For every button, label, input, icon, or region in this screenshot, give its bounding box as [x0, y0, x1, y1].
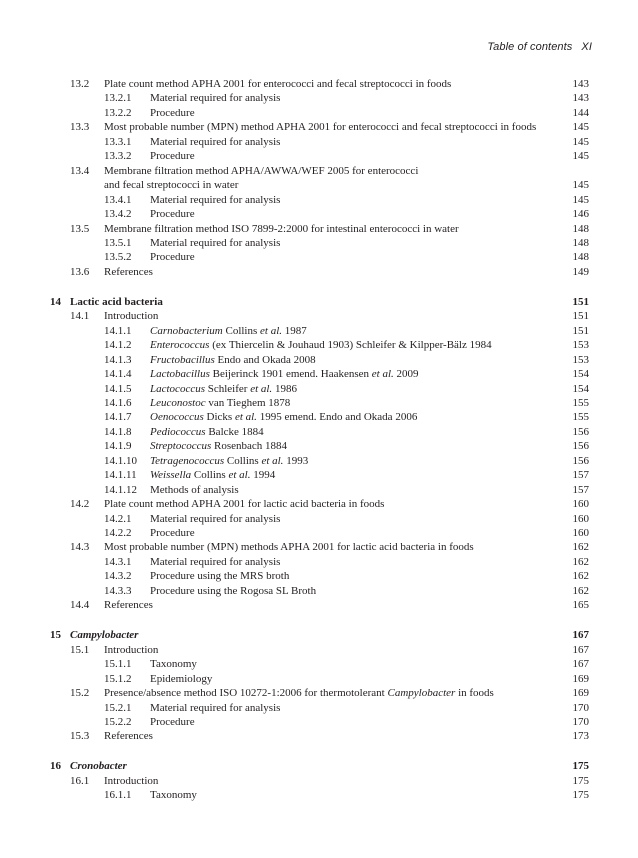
toc-entry[interactable] [0, 120, 638, 134]
toc-entry-title [150, 569, 289, 583]
toc-entry[interactable] [0, 729, 638, 743]
toc-entry-number: 14.3 [70, 541, 90, 554]
toc-entry-title-part: Methods of analysis [150, 483, 239, 496]
toc-entry-number: 16.1 [70, 774, 90, 787]
toc-entry-title-part: Introduction [104, 643, 159, 656]
toc-entry-title-italic: Tetragenococcus [150, 454, 225, 467]
toc-entry-number: 16 [50, 760, 61, 773]
toc-entry-title-italic: Enterococcus [150, 339, 210, 352]
toc-entry[interactable] [0, 396, 638, 410]
toc-entry-title-part: Material required for analysis [150, 236, 281, 249]
toc-entry-number: 15.1.2 [104, 672, 132, 685]
toc-entry-number: 14.2.1 [104, 512, 132, 525]
toc-entry-page-number: 144 [572, 106, 589, 119]
toc-entry-title-part: Material required for analysis [150, 135, 281, 148]
toc-entry-number: 13.5 [70, 222, 90, 235]
toc-entry-title [104, 686, 494, 700]
toc-entry-title [150, 657, 197, 671]
toc-entry-title-italic: et al. [228, 469, 251, 482]
toc-entry[interactable] [0, 715, 638, 729]
toc-entry-page-number: 170 [572, 701, 589, 714]
toc-entry-title-italic: Fructobacillus [150, 353, 215, 366]
toc-entry-number: 15.1.1 [104, 658, 132, 671]
toc-entry-page-number: 157 [572, 483, 589, 496]
toc-entry-title [150, 236, 280, 250]
toc-entry-number: 14.2 [70, 498, 90, 511]
toc-chapter-entry[interactable] [0, 759, 638, 773]
toc-entry[interactable] [0, 91, 638, 105]
toc-entry-title [150, 483, 239, 497]
toc-entry-page-number: 165 [572, 599, 589, 612]
toc-entry-title [150, 555, 280, 569]
toc-entry-title-part: References [104, 265, 153, 278]
toc-entry[interactable] [0, 250, 638, 264]
toc-entry-page-number: 145 [572, 121, 589, 134]
toc-entry-title-part: Procedure using the Rogosa SL Broth [150, 584, 317, 597]
toc-entry-title [150, 468, 275, 482]
toc-entry-page-number: 157 [572, 469, 589, 482]
toc-entry-title-part: References [104, 599, 153, 612]
toc-entry-title-part: Taxonomy [150, 658, 197, 671]
toc-entry[interactable] [0, 584, 638, 598]
toc-entry[interactable] [0, 483, 638, 497]
toc-entry[interactable] [0, 686, 638, 700]
toc-entry-title [104, 77, 451, 91]
toc-entry-title-part: Taxonomy [150, 789, 197, 802]
toc-entry-title-part: Material required for analysis [150, 193, 281, 206]
toc-entry-page-number: 154 [572, 382, 589, 395]
toc-chapter-entry[interactable] [0, 295, 638, 309]
toc-entry-number: 15 [50, 629, 61, 642]
toc-entry-page-number: 148 [572, 222, 589, 235]
toc-entry-title-italic: Campylobacter [70, 629, 139, 642]
toc-entry-title [150, 425, 264, 439]
toc-entry-title-part: Rosenbach 1884 [211, 440, 288, 453]
toc-entry[interactable] [0, 497, 638, 511]
toc-entry-page-number: 151 [572, 310, 589, 323]
toc-entry[interactable] [0, 164, 638, 178]
toc-entry-title [104, 729, 153, 743]
toc-entry-page-number: 156 [572, 454, 589, 467]
toc-entry[interactable] [0, 106, 638, 120]
toc-entry-title-part: (ex Thiercelin & Jouhaud 1903) Schleifer & Kilpper-Bälz 1984 [209, 339, 492, 352]
toc-entry-title-part: Balcke 1884 [205, 425, 264, 438]
toc-entry-title-part: Dicks [203, 411, 235, 424]
toc-entry-title [150, 672, 212, 686]
toc-entry-title-part: Membrane filtration method ISO 7899-2:2000 for intestinal enterococci in water [104, 222, 459, 235]
toc-entry-number: 14.3.2 [104, 570, 132, 583]
toc-entry-title-italic: Lactococcus [150, 382, 205, 395]
toc-entry-page-number: 175 [572, 789, 589, 802]
toc-entry[interactable] [0, 701, 638, 715]
toc-entry-title [150, 207, 195, 221]
toc-entry-page-number: 167 [572, 629, 589, 642]
toc-entry-title-italic: Weissella [150, 469, 192, 482]
toc-entry-page-number: 145 [572, 193, 589, 206]
toc-entry-title [104, 774, 158, 788]
toc-entry[interactable] [0, 512, 638, 526]
toc-entry-page-number: 148 [572, 251, 589, 264]
toc-entry-page-number: 162 [572, 584, 589, 597]
toc-entry-title [150, 396, 290, 410]
toc-entry-page-number: 151 [572, 295, 589, 308]
toc-entry-title-part: 2009 [393, 368, 419, 380]
toc-entry[interactable] [0, 643, 638, 657]
toc-entry-page-number: 146 [572, 208, 589, 221]
toc-entry-number: 14.1.1 [104, 324, 132, 337]
toc-entry-title-italic: et al. [250, 382, 273, 395]
toc-entry-number: 14.1 [70, 310, 90, 323]
toc-entry-title-italic: et al. [371, 368, 394, 380]
toc-entry-title-part: Plate count method APHA 2001 for enterococci and fecal streptococci in foods [104, 78, 452, 90]
toc-entry-page-number: 148 [572, 236, 589, 249]
toc-entry[interactable] [0, 77, 638, 91]
toc-entry-title [150, 149, 195, 163]
toc-entry-title-part: References [104, 730, 153, 743]
toc-entry[interactable] [0, 367, 638, 381]
toc-entry-number: 14.4 [70, 599, 90, 612]
toc-entry[interactable] [0, 178, 638, 192]
toc-entry[interactable] [0, 672, 638, 686]
toc-entry-page-number: 167 [572, 658, 589, 671]
toc-entry-page-number: 162 [572, 570, 589, 583]
toc-entry-page-number: 154 [572, 368, 589, 380]
toc-entry-number: 14.1.8 [104, 425, 132, 438]
toc-entry-title [70, 295, 163, 309]
toc-entry-number: 14.2.2 [104, 527, 132, 539]
toc-entry-title-part: Lactic acid bacteria [70, 295, 163, 308]
toc-entry-title [150, 250, 195, 264]
toc-entry[interactable] [0, 338, 638, 352]
toc-entry-title-part: 1986 [272, 382, 297, 395]
toc-entry-title [104, 120, 536, 134]
toc-entry-title-part: Material required for analysis [150, 701, 281, 714]
toc-entry-title [150, 410, 417, 424]
toc-entry-title-part: van Tieghem 1878 [205, 396, 291, 409]
toc-entry-number: 13.5.2 [104, 251, 132, 264]
running-head-title: Table of contents [487, 41, 573, 53]
toc-entry-page-number: 143 [572, 92, 589, 105]
toc-entry[interactable] [0, 598, 638, 612]
toc-entry-title [150, 91, 280, 105]
toc-entry-page-number: 145 [572, 179, 589, 192]
toc-entry[interactable] [0, 569, 638, 583]
toc-entry[interactable] [0, 774, 638, 788]
toc-entry-number: 13.4.2 [104, 208, 132, 221]
toc-entry-title-part: Most probable number (MPN) methods APHA 2001 for lactic acid bacteria in foods [104, 541, 474, 554]
toc-entry-title-italic: Leuconostoc [150, 396, 206, 409]
toc-entry-number: 13.6 [70, 265, 90, 278]
toc-entry-number: 14.1.7 [104, 411, 132, 424]
toc-entry-number: 13.2.1 [104, 92, 132, 105]
toc-entry-title-part: 1987 [282, 324, 307, 337]
toc-entry-number: 14.1.3 [104, 353, 132, 366]
toc-entry[interactable] [0, 454, 638, 468]
toc-entry-title-italic: Pediococcus [150, 425, 206, 438]
toc-entry[interactable] [0, 236, 638, 250]
toc-entry-title-part: Collins [222, 324, 261, 337]
toc-entry-number: 14.1.2 [104, 339, 132, 352]
toc-entry-title-part: Collins [224, 454, 262, 467]
toc-entry-title-part: in foods [455, 687, 494, 699]
toc-entry-page-number: 175 [572, 760, 589, 773]
toc-entry-title-part: Presence/absence method ISO 10272-1:2006 for thermotolerant [104, 687, 388, 699]
toc-entry-title [104, 222, 459, 236]
toc-entry-title [104, 309, 158, 323]
toc-entry-title-part: Procedure [150, 251, 195, 264]
toc-entry[interactable] [0, 439, 638, 453]
toc-entry-title-italic: et al. [234, 411, 257, 424]
toc-entry-title-italic: Cronobacter [70, 760, 127, 773]
toc-entry-number: 13.4 [70, 164, 90, 177]
toc-entry-title-part: Plate count method APHA 2001 for lactic acid bacteria in foods [104, 498, 385, 511]
toc-entry-title [150, 584, 316, 598]
toc-entry-number: 15.1 [70, 643, 90, 656]
toc-entry[interactable] [0, 425, 638, 439]
toc-entry-number: 14 [50, 295, 61, 308]
toc-entry-title [150, 353, 316, 367]
toc-entry-page-number: 153 [572, 339, 589, 352]
toc-entry-title-part: 1994 [250, 469, 276, 482]
toc-entry-title [104, 497, 384, 511]
toc-entry-title [150, 701, 280, 715]
toc-entry-number: 15.2.2 [104, 715, 132, 728]
toc-entry[interactable] [0, 788, 638, 802]
toc-entry-page-number: 162 [572, 555, 589, 568]
toc-entry-title-part: Material required for analysis [150, 512, 281, 525]
toc-entry-title [150, 382, 297, 396]
toc-entry-title [150, 135, 280, 149]
toc-entry-page-number: 155 [572, 396, 589, 409]
toc-entry-title-part: and fecal streptococci in water [104, 179, 239, 192]
toc-entry-title-part: Beijerinck 1901 emend. Haakensen [209, 368, 372, 380]
toc-entry-number: 14.1.10 [104, 454, 137, 467]
toc-entry-number: 13.3.1 [104, 135, 132, 148]
toc-entry-title [150, 324, 307, 338]
toc-entry-title [104, 598, 153, 612]
toc-entry-title [104, 540, 474, 554]
toc-entry-number: 14.3.3 [104, 584, 132, 597]
toc-entry-title [104, 178, 238, 192]
toc-entry-title-part: Introduction [104, 310, 159, 323]
toc-entry-title [150, 512, 280, 526]
toc-entry-page-number: 145 [572, 135, 589, 148]
toc-entry-title [104, 643, 158, 657]
toc-entry-title-part: Schleifer [204, 382, 251, 395]
toc-entry-title-part: Endo and Okada 2008 [214, 353, 316, 366]
toc-entry-page-number: 160 [572, 512, 589, 525]
toc-chapter-entry[interactable] [0, 628, 638, 642]
toc-entry-title-part: Material required for analysis [150, 92, 281, 105]
toc-entry-title [150, 338, 492, 352]
toc-entry-number: 14.1.6 [104, 396, 132, 409]
toc-entry-number: 15.3 [70, 730, 90, 743]
toc-entry-title-italic: et al. [261, 454, 284, 467]
toc-entry[interactable] [0, 193, 638, 207]
toc-entry-title [104, 265, 153, 279]
toc-entry-page-number: 167 [572, 643, 589, 656]
toc-entry[interactable] [0, 309, 638, 323]
toc-entry[interactable] [0, 657, 638, 671]
toc-entry-number: 14.1.11 [104, 469, 137, 482]
toc-entry[interactable] [0, 555, 638, 569]
toc-entry-number: 13.5.1 [104, 236, 132, 249]
toc-entry[interactable] [0, 265, 638, 279]
toc-entry-title-part: Epidemiology [150, 672, 213, 685]
toc-entry[interactable] [0, 353, 638, 367]
toc-entry[interactable] [0, 324, 638, 338]
running-head [487, 41, 592, 53]
toc-entry-page-number: 143 [572, 78, 589, 90]
toc-entry-page-number: 145 [572, 150, 589, 163]
toc-entry-title [70, 628, 138, 642]
toc-entry[interactable] [0, 207, 638, 221]
toc-entry-title [150, 715, 195, 729]
toc-entry-title-italic: Campylobacter [387, 687, 456, 699]
toc-entry[interactable] [0, 540, 638, 554]
toc-entry-page-number: 169 [572, 672, 589, 685]
toc-entry-page-number: 160 [572, 498, 589, 511]
toc-entry-title-part: Procedure [150, 715, 195, 728]
toc-entry-number: 16.1.1 [104, 789, 132, 802]
toc-entry-title-italic: Lactobacillus [150, 368, 210, 380]
toc-entry-title-part: Membrane filtration method APHA/AWWA/WEF 2005 for enterococci [104, 164, 419, 177]
toc-entry-page-number: 170 [572, 715, 589, 728]
toc-entry-title-part: Most probable number (MPN) method APHA 2001 for enterococci and fecal streptococci in foods [104, 121, 537, 134]
toc-entry-title-part: Collins [191, 469, 229, 482]
toc-entry-number: 13.2.2 [104, 106, 132, 119]
toc-entry[interactable] [0, 222, 638, 236]
toc-entry-title [150, 367, 419, 381]
toc-entry-title-italic: et al. [260, 324, 283, 337]
toc-entry[interactable] [0, 382, 638, 396]
toc-entry-title-part: 1995 emend. Endo and Okada 2006 [256, 411, 418, 424]
running-head-page-number: XI [581, 41, 592, 53]
toc-entry-page-number: 169 [572, 687, 589, 699]
toc-entry-title [104, 164, 418, 178]
toc-entry-title [150, 454, 308, 468]
toc-entry-page-number: 156 [572, 425, 589, 438]
toc-entry-number: 13.3.2 [104, 150, 132, 163]
toc-entry-number: 13.4.1 [104, 193, 132, 206]
toc-entry[interactable] [0, 526, 638, 540]
toc-entry-title-part: 1993 [283, 454, 309, 467]
toc-entry-page-number: 175 [572, 774, 589, 787]
toc-entry-page-number: 173 [572, 730, 589, 743]
toc-entry-number: 15.2 [70, 687, 90, 699]
toc-entry-page-number: 149 [572, 265, 589, 278]
toc-entry-number: 14.1.5 [104, 382, 132, 395]
toc-entry-title-part: Procedure using the MRS broth [150, 570, 290, 583]
toc-entry[interactable] [0, 149, 638, 163]
toc-entry-number: 15.2.1 [104, 701, 132, 714]
toc-entry-title [150, 439, 287, 453]
toc-entry-page-number: 156 [572, 440, 589, 453]
toc-entry-title-part: Procedure [150, 150, 195, 163]
toc-entry-title-part: Material required for analysis [150, 555, 281, 568]
toc-entry[interactable] [0, 468, 638, 482]
toc-entry-number: 14.1.12 [104, 483, 137, 496]
toc-entry-page-number: 155 [572, 411, 589, 424]
toc-entry-title-italic: Streptococcus [150, 440, 212, 453]
toc-entry-title [70, 759, 127, 773]
toc-entry[interactable] [0, 135, 638, 149]
toc-entry-title [150, 526, 195, 540]
toc-entry-title-part: Procedure [150, 527, 195, 539]
toc-entry[interactable] [0, 410, 638, 424]
toc-entry-page-number: 153 [572, 353, 589, 366]
toc-entry-title-italic: Oenococcus [150, 411, 204, 424]
toc-entry-title-part: Introduction [104, 774, 159, 787]
toc-entry-number: 14.1.9 [104, 440, 132, 453]
toc-entry-number: 13.3 [70, 121, 90, 134]
toc-entry-title [150, 193, 280, 207]
toc-entry-page-number: 151 [572, 324, 589, 337]
toc-entry-number: 14.3.1 [104, 555, 132, 568]
toc-entry-page-number: 162 [572, 541, 589, 554]
toc-entry-page-number: 160 [572, 527, 589, 539]
toc-entry-title [150, 788, 197, 802]
toc-entry-title-italic: Carnobacterium [150, 324, 223, 337]
toc-entry-title-part: Procedure [150, 208, 195, 221]
toc-entry-title [150, 106, 195, 120]
toc-entry-number: 14.1.4 [104, 368, 132, 380]
toc-entry-title-part: Procedure [150, 106, 195, 119]
toc-entry-number: 13.2 [70, 78, 90, 90]
